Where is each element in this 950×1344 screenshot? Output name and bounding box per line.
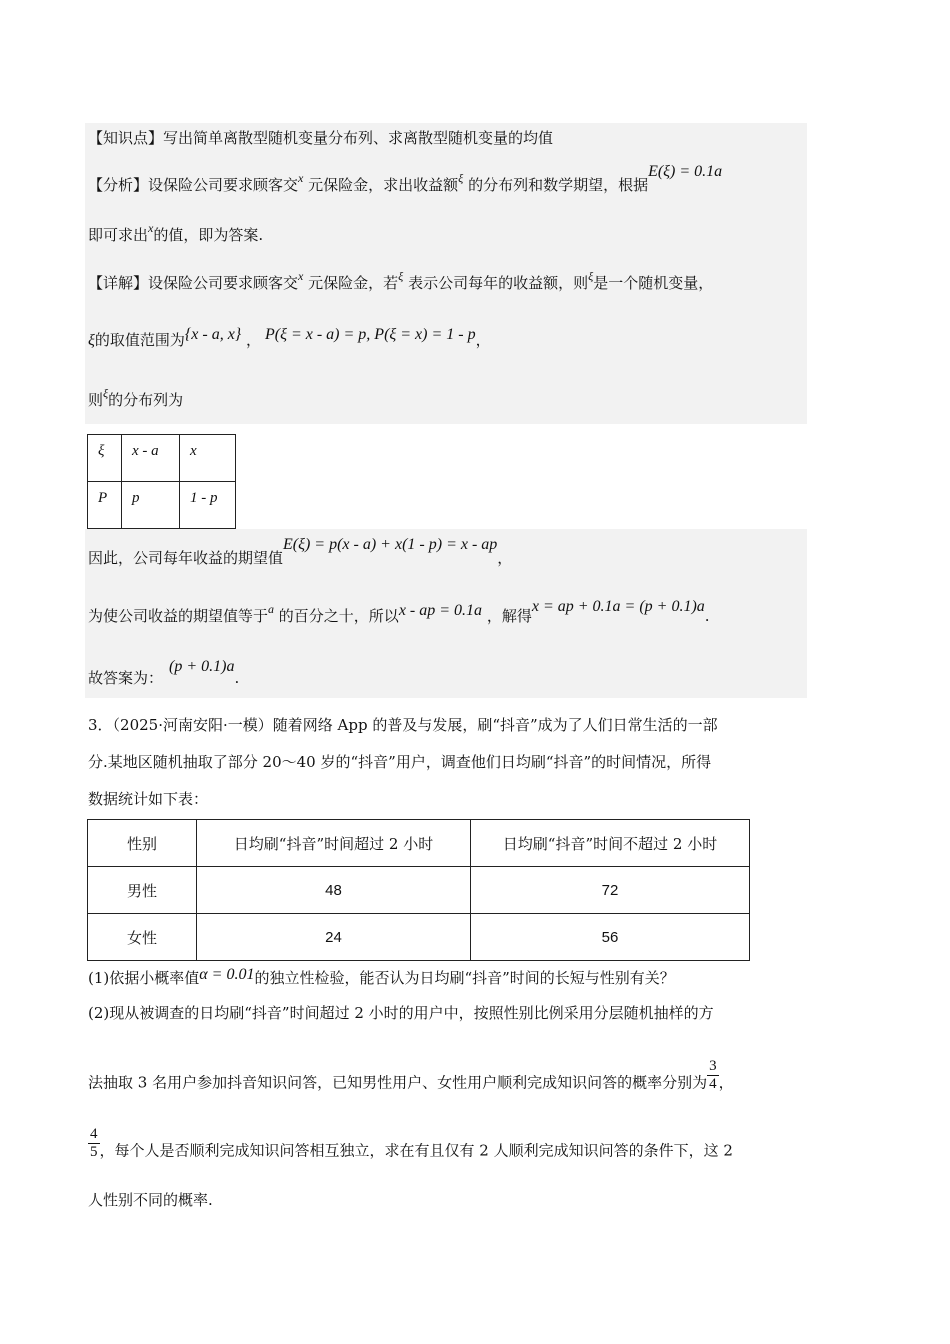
analysis2-text-a: 即可求出 [88,226,149,244]
expect-formula: E(ξ) = p(x - a) + x(1 - p) = x - ap [283,536,498,553]
table-header-cell: 日均刷“抖音”时间不超过 2 小时 [471,820,750,867]
range-set: {x - a, x} [184,326,242,343]
table-row [88,435,236,482]
fraction-numerator: 4 [90,1126,98,1142]
problem3-line1: 3．（2025·河南安阳·一模）随着网络 App 的普及与发展，刷“抖音”成为了人们日常生活的一部 [88,716,718,734]
var-xi: ξ [88,332,95,349]
var-x: x [148,221,154,235]
analysis-line [88,163,723,196]
problem3-line2: 分.某地区随机抽取了部分 20～40 岁的“抖音”用户，调查他们日均刷“抖音”的时间情况，所得 [88,753,712,771]
q2-text: 法抽取 3 名用户参加抖音知识问答，已知男性用户、女性用户顺利完成知识问答的概率分别为 [88,1073,708,1092]
alpha-formula: α = 0.01 [199,966,255,983]
table-row [88,482,236,529]
analysis-text-b: 元保险金，求出收益额 [308,176,459,194]
answer-formula: (p + 0.1)a [169,658,235,675]
dist-text-b: 的分布列为 [108,391,184,409]
comma: ， [497,549,513,567]
comma: ， [475,331,491,349]
table-header-cell: 性别 [88,820,197,867]
analysis-text-c: 的分布列和数学期望，根据 [468,176,649,194]
survey-table [87,819,750,961]
period: . [704,607,710,625]
expectation-line [88,536,513,569]
table-cell: x [180,435,236,482]
detail-text-d: 是一个随机变量， [593,274,714,292]
table-cell: x - a [122,435,180,482]
analysis-line-2 [88,221,264,246]
range-text-a: 的取值范围为 [94,331,185,349]
fraction-numerator: 3 [709,1058,717,1074]
detail-text-a: 【详解】设保险公司要求顾客交 [88,274,299,292]
analysis-formula: E(ξ) = 0.1a [648,163,723,180]
goal-result: x = ap + 0.1a = (p + 0.1)a [531,598,705,615]
q1-text-a: (1)依据小概率值 [88,969,200,987]
period: . [234,669,240,687]
goal-text-b: 的百分之十，所以 [278,607,399,625]
goal-equation: x - ap = 0.1a [398,602,483,619]
question1-line [88,968,675,989]
goal-line [88,598,710,627]
detail-text-b: 元保险金，若 [308,274,399,292]
var-a: a [268,602,275,616]
detail-text-c: 表示公司每年的收益额，则 [408,274,589,292]
analysis2-text-b: 的值，即为答案. [153,226,264,244]
table-row [88,820,750,867]
range-line [88,326,491,351]
q2-text-line3: ，每个人是否顺利完成知识问答相互独立，求在有且仅有 2 人顺利完成知识问答的条件下，这 2 [99,1141,733,1160]
var-xi: ξ [588,269,594,283]
table-cell: ξ [88,435,122,482]
var-xi: ξ [398,269,404,283]
fraction-denominator: 5 [90,1144,98,1160]
fraction-four-fifths [88,1126,100,1161]
distribution-table [87,434,236,529]
table-cell: 女性 [88,914,197,961]
var-x: x [298,171,304,185]
fraction-denominator: 4 [709,1076,717,1092]
expect-text: 因此，公司每年收益的期望值 [88,549,284,567]
answer-line [88,658,240,689]
table-cell: 24 [197,914,471,961]
dist-text-a: 则 [88,391,104,409]
question2-line1: (2)现从被调查的日均刷“抖音”时间超过 2 小时的用户中，按照性别比例采用分层随机抽样的方 [88,1004,714,1022]
table-cell: 56 [471,914,750,961]
question2-line3 [88,1126,733,1169]
goal-text-c: ，解得 [486,607,532,625]
var-xi: ξ [103,386,109,400]
q1-text-b: 的独立性检验，能否认为日均刷“抖音”时间的长短与性别有关？ [254,969,675,987]
knowledge-point: 【知识点】写出简单离散型随机变量分布列、求离散型随机变量的均值 [88,129,554,147]
range-prob: P(ξ = x - a) = p, P(ξ = x) = 1 - p [265,326,476,343]
table-cell: 1 - p [180,482,236,529]
table-cell: 72 [471,867,750,914]
table-cell: 男性 [88,867,197,914]
comma: ， [718,1073,734,1092]
table-header-cell: 日均刷“抖音”时间超过 2 小时 [197,820,471,867]
goal-text-a: 为使公司收益的期望值等于 [88,607,269,625]
var-x: x [298,269,304,283]
answer-label: 故答案为： [88,669,164,687]
comma: ， [245,331,261,349]
problem3-line3: 数据统计如下表： [88,790,209,808]
table-row [88,867,750,914]
table-row [88,914,750,961]
table-cell: P [88,482,122,529]
distribution-intro [88,386,184,411]
table-cell: 48 [197,867,471,914]
question2-line4: 人性别不同的概率. [88,1191,213,1209]
question2-line2 [88,1058,734,1101]
var-xi: ξ [458,171,464,185]
detail-line [88,269,714,294]
table-cell: p [122,482,180,529]
analysis-text-a: 【分析】设保险公司要求顾客交 [88,176,299,194]
fraction-three-fourths [707,1058,719,1093]
